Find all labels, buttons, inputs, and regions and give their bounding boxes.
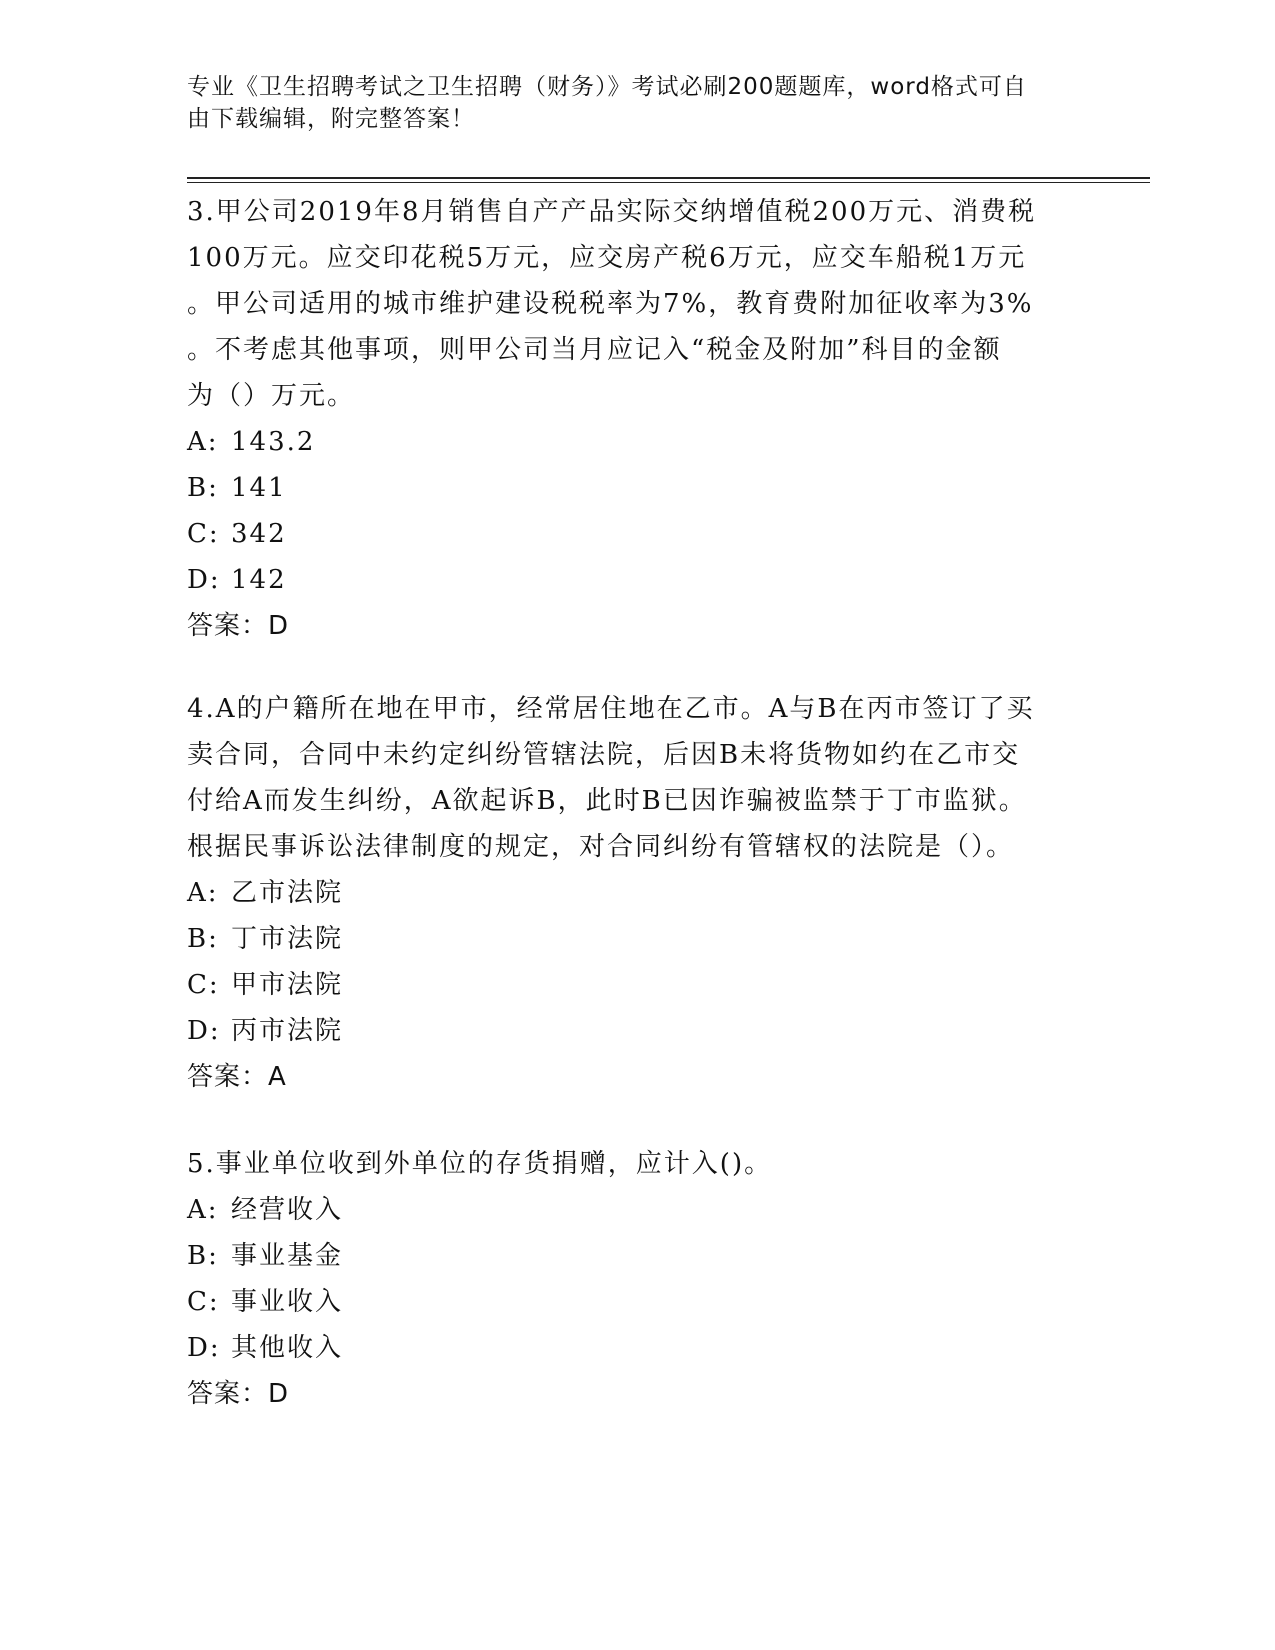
option-text: 141 [231, 473, 287, 503]
option-text: 丙市法院 [231, 1016, 344, 1046]
option-label: B: [187, 924, 219, 954]
question-stem [187, 686, 1087, 870]
stem-line: 为（）万元。 [187, 381, 356, 411]
question-stem [187, 189, 1087, 419]
option-label: A: [187, 1195, 219, 1225]
option-b [187, 1233, 1087, 1279]
stem-line: 100万元。应交印花税5万元，应交房产税6万元，应交车船税1万元 [187, 243, 1027, 273]
header-line-1: 专业《卫生招聘考试之卫生招聘（财务）》考试必刷200题题库，word格式可自 [187, 74, 1027, 100]
option-label: B: [187, 473, 219, 503]
document-header [187, 71, 1067, 135]
option-text: 342 [231, 519, 287, 549]
option-b [187, 916, 1087, 962]
option-c [187, 511, 1087, 557]
stem-line: 付给A而发生纠纷，A欲起诉B，此时B已因诈骗被监禁于丁市监狱。 [187, 786, 1027, 816]
option-text: 其他收入 [231, 1333, 344, 1363]
header-line-2: 由下载编辑，附完整答案！ [187, 106, 475, 132]
option-a [187, 419, 1087, 465]
option-b [187, 465, 1087, 511]
option-text: 142 [231, 565, 287, 595]
option-label: D: [187, 1333, 221, 1363]
stem-line: 卖合同，合同中未约定纠纷管辖法院，后因B未将货物如约在乙市交 [187, 740, 1021, 770]
header-divider-thin [187, 182, 1150, 183]
stem-line: 3.甲公司2019年8月销售自产产品实际交纳增值税200万元、消费税 [187, 197, 1037, 227]
option-text: 经营收入 [231, 1195, 344, 1225]
question-5 [187, 1141, 1087, 1417]
option-d [187, 1325, 1087, 1371]
question-4 [187, 686, 1087, 1100]
stem-line: 根据民事诉讼法律制度的规定，对合同纠纷有管辖权的法院是（）。 [187, 832, 1015, 862]
option-text: 事业基金 [231, 1241, 344, 1271]
option-c [187, 962, 1087, 1008]
option-label: D: [187, 1016, 221, 1046]
option-label: D: [187, 565, 221, 595]
question-3 [187, 189, 1087, 649]
stem-line: 4.A的户籍所在地在甲市，经常居住地在乙市。A与B在丙市签订了买 [187, 694, 1035, 724]
question-stem [187, 1141, 1087, 1187]
stem-line: 5.事业单位收到外单位的存货捐赠，应计入()。 [187, 1149, 773, 1179]
option-text: 甲市法院 [231, 970, 344, 1000]
option-text: 143.2 [231, 427, 316, 457]
option-text: 丁市法院 [231, 924, 344, 954]
answer-line: 答案：D [187, 1379, 290, 1409]
option-a [187, 870, 1087, 916]
option-text: 事业收入 [231, 1287, 344, 1317]
option-d [187, 1008, 1087, 1054]
option-a [187, 1187, 1087, 1233]
option-label: A: [187, 878, 219, 908]
answer-line: 答案：D [187, 611, 290, 641]
option-label: A: [187, 427, 219, 457]
option-text: 乙市法院 [231, 878, 344, 908]
option-d [187, 557, 1087, 603]
option-label: C: [187, 1287, 220, 1317]
stem-line: 。不考虑其他事项，则甲公司当月应记入“税金及附加”科目的金额 [187, 335, 1002, 365]
option-label: B: [187, 1241, 219, 1271]
stem-line: 。甲公司适用的城市维护建设税税率为7%，教育费附加征收率为3% [187, 289, 1034, 319]
option-label: C: [187, 970, 220, 1000]
option-label: C: [187, 519, 220, 549]
header-divider-thick [187, 177, 1150, 179]
option-c [187, 1279, 1087, 1325]
answer-line: 答案：A [187, 1062, 287, 1092]
